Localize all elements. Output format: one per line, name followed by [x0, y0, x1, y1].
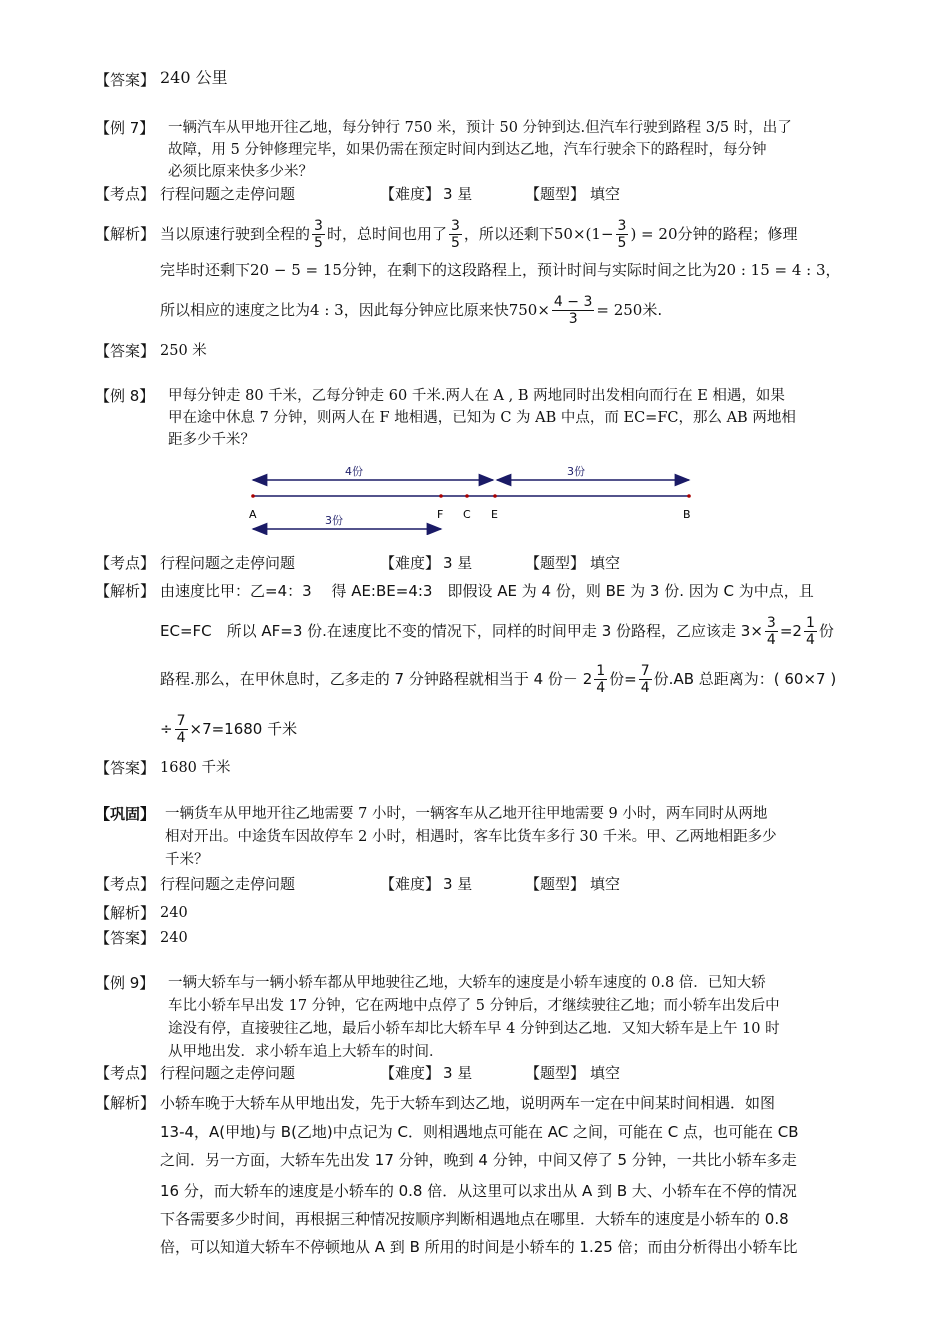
example-9-question-line-2: 车比小轿车早出发 17 分钟，它在两地中点停了 5 分钟后，才继续驶往乙地；而小轿车出发后中	[168, 998, 780, 1014]
gonggu-question-line-3: 千米？	[165, 852, 209, 868]
example-9-solution-line-1: 小轿车晚于大轿车从甲地出发，先于大轿车到达乙地，说明两车一定在中间某时间相遇．如图	[160, 1094, 776, 1112]
example-7-question-line-2: 故障，用 5 分钟修理完毕，如果仍需在预定时间内到达乙地，汽车行驶余下的路程时，每分钟	[168, 142, 767, 158]
nandu-label: 【难度】	[380, 875, 441, 893]
jiexi-label: 【解析】	[95, 225, 156, 243]
gonggu-question-line-2: 相对开出。中途货车因故停车 2 小时，相遇时，客车比货车多行 30 千米。甲、乙两地相距多少	[165, 829, 777, 845]
gonggu-question-line-1: 一辆货车从甲地开往乙地需要 7 小时，一辆客车从乙地开往甲地需要 9 小时，两车同时从两地	[165, 806, 768, 822]
example-7-solution-line-2: 完毕时还剩下20 − 5 = 15分钟，在剩下的这段路程上，预计时间与实际时间之比为20 : 15 = 4 : 3，	[160, 261, 841, 279]
kaodian-value: 行程问题之走停问题	[160, 875, 296, 893]
jiexi-label: 【解析】	[95, 1094, 156, 1112]
tixing-value: 填空	[590, 185, 621, 203]
nandu-value: 3 星	[443, 1064, 473, 1082]
example-9-question-line-1: 一辆大轿车与一辆小轿车都从甲地驶往乙地，大轿车的速度是小轿车速度的 0.8 倍．已知大轿	[168, 975, 766, 991]
segment-3-parts-label: 3份	[567, 465, 585, 478]
example-9-solution-line-6: 倍，可以知道大轿车不停顿地从 A 到 B 所用的时间是小轿车的 1.25 倍；而由分析得出小轿车比	[160, 1238, 798, 1256]
example-7-solution-line-1: 当以原速行驶到全程的 $\frac{3}{5}$ 时，总时间也用了 $\frac{3}{5}$ ，所以还剩下50×(1− $\frac{3}{5}$ ) = 20分钟的路程；修理	[160, 218, 798, 251]
gonggu-label: 【巩固】	[95, 805, 156, 823]
jiexi-label: 【解析】	[95, 904, 156, 922]
kaodian-value: 行程问题之走停问题	[160, 185, 296, 203]
tixing-value: 填空	[590, 554, 621, 572]
nandu-label: 【难度】	[380, 1064, 441, 1082]
point-b-label: B	[683, 508, 691, 521]
nandu-value: 3 星	[443, 185, 473, 203]
answer-value: 240	[160, 930, 188, 946]
point-a-label: A	[249, 508, 257, 521]
tixing-label: 【题型】	[525, 875, 586, 893]
kaodian-value: 行程问题之走停问题	[160, 1064, 296, 1082]
example-9-label: 【例 9】	[95, 974, 155, 992]
example-7-solution-line-3: 所以相应的速度之比为4 : 3，因此每分钟应比原来快750× $\frac{4 - 3}{3}$ = 250米.	[160, 294, 663, 327]
tixing-label: 【题型】	[525, 185, 586, 203]
example-8-solution-line-4: ÷ $\frac{7}{4}$ ×7=1680 千米	[160, 713, 298, 746]
example-9-solution-line-5: 下各需要多少时间，再根据三种情况按顺序判断相遇地点在哪里．大轿车的速度是小轿车的 0.8	[160, 1210, 789, 1228]
example-7-label: 【例 7】	[95, 119, 155, 137]
jiexi-label: 【解析】	[95, 582, 156, 600]
answer-value: 1680 千米	[160, 760, 231, 776]
tixing-label: 【题型】	[525, 1064, 586, 1082]
example-8-label: 【例 8】	[95, 387, 155, 405]
example-7-question-line-1: 一辆汽车从甲地开往乙地，每分钟行 750 米，预计 50 分钟到达.但汽车行驶到路程 3/5 时，出了	[168, 120, 792, 136]
jiexi-value: 240	[160, 905, 188, 921]
answer-label: 【答案】	[95, 71, 156, 89]
example-9-question-line-4: 从甲地出发．求小轿车追上大轿车的时间．	[168, 1044, 444, 1060]
nandu-label: 【难度】	[380, 554, 441, 572]
tixing-label: 【题型】	[525, 554, 586, 572]
kaodian-label: 【考点】	[95, 875, 156, 893]
answer-value: 250 米	[160, 343, 207, 359]
example-8-solution-line-1: 由速度比甲：乙=4：3 得 AE:BE=4:3 即假设 AE 为 4 份，则 BE 为 3 份. 因为 C 为中点，且	[160, 582, 814, 600]
kaodian-value: 行程问题之走停问题	[160, 554, 296, 572]
nandu-value: 3 星	[443, 554, 473, 572]
example-9-solution-line-4: 16 分，而大轿车的速度是小轿车的 0.8 倍．从这里可以求出从 A 到 B 大、小轿车在不停的情况	[160, 1182, 797, 1200]
point-f-label: F	[437, 508, 444, 521]
example-7-question-line-3: 必须比原来快多少米？	[168, 164, 313, 180]
point-e-label: E	[491, 508, 498, 521]
example-8-solution-line-3: 路程.那么，在甲休息时，乙多走的 7 分钟路程就相当于 4 份－ 2 $\frac{1}{4}$ 份= $\frac{7}{4}$ 份.AB 总距离为：( 60×7 )	[160, 663, 837, 696]
segment-4-parts-label: 4份	[345, 465, 363, 478]
example-8-solution-line-2: EC=FC 所以 AF=3 份.在速度比不变的情况下，同样的时间甲走 3 份路程，乙应该走 3× $\frac{3}{4}$ =2 $\frac{1}{4}$ 份	[160, 615, 834, 648]
kaodian-label: 【考点】	[95, 1064, 156, 1082]
example-9-solution-line-2: 13-4，A(甲地)与 B(乙地)中点记为 C．则相遇地点可能在 AC 之间，可能在 C 点，也可能在 CB	[160, 1123, 799, 1141]
example-8-question-line-2: 甲在途中休息 7 分钟，则两人在 F 地相遇，已知为 C 为 AB 中点，而 EC=FC，那么 AB 两地相	[168, 410, 796, 426]
nandu-value: 3 星	[443, 875, 473, 893]
answer-label: 【答案】	[95, 759, 156, 777]
answer-value: 240 公里	[160, 68, 228, 87]
kaodian-label: 【考点】	[95, 554, 156, 572]
segment-af-label: 3份	[325, 514, 343, 527]
answer-label: 【答案】	[95, 342, 156, 360]
kaodian-label: 【考点】	[95, 185, 156, 203]
example-8-question-line-3: 距多少千米？	[168, 432, 255, 448]
answer-label: 【答案】	[95, 929, 156, 947]
example-9-solution-line-3: 之间．另一方面，大轿车先出发 17 分钟，晚到 4 分钟，中间又停了 5 分钟，一共比小轿车多走	[160, 1151, 797, 1169]
point-c-label: C	[463, 508, 471, 521]
tixing-value: 填空	[590, 1064, 621, 1082]
example-9-question-line-3: 途没有停，直接驶往乙地，最后小轿车却比大轿车早 4 分钟到达乙地．又知大轿车是上午 10 时	[168, 1021, 780, 1037]
nandu-label: 【难度】	[380, 185, 441, 203]
line-segment-diagram	[245, 460, 705, 535]
tixing-value: 填空	[590, 875, 621, 893]
example-8-question-line-1: 甲每分钟走 80 千米，乙每分钟走 60 千米.两人在 A , B 两地同时出发相向而行在 E 相遇，如果	[168, 388, 785, 404]
